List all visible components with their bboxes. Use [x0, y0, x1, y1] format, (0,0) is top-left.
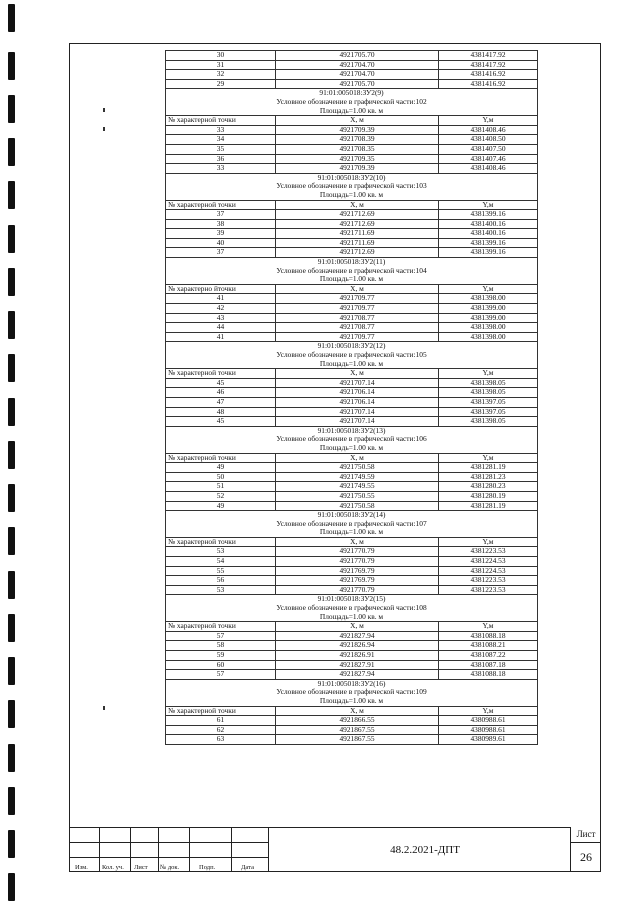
- point-number-cell: 30: [166, 51, 276, 61]
- table-row: [166, 417, 538, 427]
- point-number-cell: 57: [166, 670, 276, 680]
- point-number-cell: 49: [166, 501, 276, 511]
- x-coordinate-cell: 4921708.39: [276, 135, 439, 145]
- x-coordinate-cell: 4921712.69: [276, 248, 439, 258]
- table-row: [166, 125, 538, 135]
- y-coordinate-cell: 4381397.05: [439, 397, 538, 407]
- plot-area-row: [166, 107, 538, 116]
- header-point-number: № характерной точки: [166, 200, 276, 210]
- table-row: [166, 229, 538, 239]
- table-row: [166, 144, 538, 154]
- stamp-label-change: Изм.: [75, 864, 88, 871]
- x-coordinate-cell: 4921709.77: [276, 332, 439, 342]
- plot-cadastral-number: 91:01:005018:ЗУ2(13): [166, 426, 538, 435]
- plot-designation: Условное обозначение в графической части:102: [166, 98, 538, 107]
- plot-area-row: [166, 360, 538, 369]
- plot-area: Площадь=1.00 кв. м: [166, 697, 538, 706]
- x-coordinate-cell: 4921704.70: [276, 70, 439, 80]
- point-number-cell: 35: [166, 144, 276, 154]
- y-coordinate-cell: 4381400.16: [439, 219, 538, 229]
- y-coordinate-cell: 4381408.50: [439, 135, 538, 145]
- table-row: [166, 397, 538, 407]
- y-coordinate-cell: 4381398.00: [439, 294, 538, 304]
- x-coordinate-cell: 4921712.69: [276, 219, 439, 229]
- plot-cadastral-number: 91:01:005018:ЗУ2(15): [166, 595, 538, 604]
- x-coordinate-cell: 4921770.79: [276, 547, 439, 557]
- y-coordinate-cell: 4381223.53: [439, 547, 538, 557]
- table-row: [166, 482, 538, 492]
- stamp-label-signature: Подп.: [199, 864, 216, 871]
- y-coordinate-cell: 4381223.53: [439, 585, 538, 595]
- point-number-cell: 29: [166, 79, 276, 89]
- table-row: [166, 735, 538, 745]
- table-row: [166, 566, 538, 576]
- plot-designation: Условное обозначение в графической части:103: [166, 182, 538, 191]
- plot-area: Площадь=1.00 кв. м: [166, 191, 538, 200]
- header-y-coordinate: Y,м: [439, 116, 538, 126]
- x-coordinate-cell: 4921705.70: [276, 51, 439, 61]
- table-row: [166, 576, 538, 586]
- title-block: [69, 827, 601, 872]
- coordinates-section: [165, 50, 537, 745]
- point-number-cell: 59: [166, 651, 276, 661]
- point-number-cell: 52: [166, 491, 276, 501]
- coordinates-table-body: [166, 51, 538, 745]
- table-row: [166, 407, 538, 417]
- table-row: [166, 154, 538, 164]
- point-number-cell: 47: [166, 397, 276, 407]
- table-row: [166, 585, 538, 595]
- y-coordinate-cell: 4381224.53: [439, 557, 538, 567]
- table-header-row: [166, 537, 538, 547]
- y-coordinate-cell: 4380988.61: [439, 725, 538, 735]
- plot-area-row: [166, 528, 538, 537]
- point-number-cell: 37: [166, 210, 276, 220]
- point-number-cell: 53: [166, 547, 276, 557]
- plot-cadastral-number: 91:01:005018:ЗУ2(11): [166, 258, 538, 267]
- header-x-coordinate: Х, м: [276, 284, 439, 294]
- plot-designation-row: [166, 182, 538, 191]
- header-y-coordinate: Y,м: [439, 453, 538, 463]
- x-coordinate-cell: 4921711.69: [276, 229, 439, 239]
- point-number-cell: 55: [166, 566, 276, 576]
- point-number-cell: 37: [166, 248, 276, 258]
- y-coordinate-cell: 4381088.18: [439, 670, 538, 680]
- x-coordinate-cell: 4921750.58: [276, 501, 439, 511]
- plot-cadastral-row: [166, 258, 538, 267]
- point-number-cell: 57: [166, 631, 276, 641]
- plot-cadastral-number: 91:01:005018:ЗУ2(12): [166, 342, 538, 351]
- y-coordinate-cell: 4381416.92: [439, 79, 538, 89]
- point-number-cell: 38: [166, 219, 276, 229]
- table-row: [166, 651, 538, 661]
- point-number-cell: 33: [166, 164, 276, 174]
- y-coordinate-cell: 4381407.50: [439, 144, 538, 154]
- table-row: [166, 670, 538, 680]
- point-number-cell: 54: [166, 557, 276, 567]
- plot-area-row: [166, 191, 538, 200]
- point-number-cell: 40: [166, 238, 276, 248]
- y-coordinate-cell: 4381399.00: [439, 304, 538, 314]
- table-row: [166, 164, 538, 174]
- point-number-cell: 53: [166, 585, 276, 595]
- x-coordinate-cell: 4921769.79: [276, 566, 439, 576]
- plot-cadastral-number: 91:01:005018:ЗУ2(16): [166, 679, 538, 688]
- x-coordinate-cell: 4921707.14: [276, 417, 439, 427]
- x-coordinate-cell: 4921827.94: [276, 631, 439, 641]
- header-x-coordinate: Х, м: [276, 537, 439, 547]
- coordinates-table: [165, 50, 538, 745]
- plot-cadastral-row: [166, 426, 538, 435]
- header-y-coordinate: Y,м: [439, 369, 538, 379]
- plot-cadastral-number: 91:01:005018:ЗУ2(9): [166, 89, 538, 98]
- table-header-row: [166, 369, 538, 379]
- x-coordinate-cell: 4921709.39: [276, 125, 439, 135]
- x-coordinate-cell: 4921866.55: [276, 716, 439, 726]
- y-coordinate-cell: 4381399.00: [439, 313, 538, 323]
- x-coordinate-cell: 4921706.14: [276, 397, 439, 407]
- plot-designation-row: [166, 688, 538, 697]
- y-coordinate-cell: 4381408.46: [439, 125, 538, 135]
- y-coordinate-cell: 4381088.21: [439, 641, 538, 651]
- x-coordinate-cell: 4921770.79: [276, 585, 439, 595]
- table-row: [166, 716, 538, 726]
- plot-designation-row: [166, 604, 538, 613]
- table-row: [166, 725, 538, 735]
- y-coordinate-cell: 4381087.18: [439, 660, 538, 670]
- x-coordinate-cell: 4921706.14: [276, 388, 439, 398]
- plot-cadastral-row: [166, 595, 538, 604]
- point-number-cell: 45: [166, 417, 276, 427]
- x-coordinate-cell: 4921709.77: [276, 294, 439, 304]
- plot-area: Площадь=1.00 кв. м: [166, 528, 538, 537]
- table-header-row: [166, 706, 538, 716]
- binding-marks: [8, 0, 20, 905]
- table-header-row: [166, 200, 538, 210]
- table-row: [166, 491, 538, 501]
- x-coordinate-cell: 4921867.55: [276, 725, 439, 735]
- x-coordinate-cell: 4921750.58: [276, 463, 439, 473]
- plot-cadastral-number: 91:01:005018:ЗУ2(14): [166, 511, 538, 520]
- stamp-label-date: Дата: [241, 864, 254, 871]
- header-x-coordinate: Х, м: [276, 706, 439, 716]
- plot-area: Площадь=1.00 кв. м: [166, 275, 538, 284]
- y-coordinate-cell: 4381224.53: [439, 566, 538, 576]
- y-coordinate-cell: 4381398.05: [439, 417, 538, 427]
- table-header-row: [166, 622, 538, 632]
- point-number-cell: 33: [166, 125, 276, 135]
- y-coordinate-cell: 4381399.16: [439, 210, 538, 220]
- table-row: [166, 135, 538, 145]
- point-number-cell: 46: [166, 388, 276, 398]
- header-point-number: № характерной точки: [166, 369, 276, 379]
- header-point-number: № характерно йточки: [166, 284, 276, 294]
- x-coordinate-cell: 4921769.79: [276, 576, 439, 586]
- point-number-cell: 58: [166, 641, 276, 651]
- x-coordinate-cell: 4921712.69: [276, 210, 439, 220]
- plot-designation: Условное обозначение в графической части:104: [166, 267, 538, 276]
- table-row: [166, 378, 538, 388]
- x-coordinate-cell: 4921704.70: [276, 60, 439, 70]
- table-row: [166, 79, 538, 89]
- x-coordinate-cell: 4921708.35: [276, 144, 439, 154]
- y-coordinate-cell: 4381088.18: [439, 631, 538, 641]
- header-y-coordinate: Y,м: [439, 622, 538, 632]
- stamp-label-doc-no: № док.: [160, 864, 180, 871]
- y-coordinate-cell: 4381399.16: [439, 248, 538, 258]
- x-coordinate-cell: 4921711.69: [276, 238, 439, 248]
- x-coordinate-cell: 4921709.39: [276, 164, 439, 174]
- point-number-cell: 50: [166, 472, 276, 482]
- y-coordinate-cell: 4381398.00: [439, 323, 538, 333]
- table-header-row: [166, 453, 538, 463]
- table-row: [166, 248, 538, 258]
- y-coordinate-cell: 4381397.05: [439, 407, 538, 417]
- table-row: [166, 51, 538, 61]
- plot-designation-row: [166, 267, 538, 276]
- y-coordinate-cell: 4381398.05: [439, 378, 538, 388]
- y-coordinate-cell: 4381417.92: [439, 60, 538, 70]
- plot-cadastral-number: 91:01:005018:ЗУ2(10): [166, 173, 538, 182]
- plot-designation-row: [166, 435, 538, 444]
- table-row: [166, 501, 538, 511]
- table-row: [166, 238, 538, 248]
- y-coordinate-cell: 4381407.46: [439, 154, 538, 164]
- table-row: [166, 472, 538, 482]
- y-coordinate-cell: 4381400.16: [439, 229, 538, 239]
- point-number-cell: 42: [166, 304, 276, 314]
- plot-area-row: [166, 275, 538, 284]
- header-point-number: № характерной точки: [166, 116, 276, 126]
- header-x-coordinate: Х, м: [276, 622, 439, 632]
- x-coordinate-cell: 4921770.79: [276, 557, 439, 567]
- x-coordinate-cell: 4921749.59: [276, 472, 439, 482]
- header-point-number: № характерной точки: [166, 537, 276, 547]
- x-coordinate-cell: 4921707.14: [276, 378, 439, 388]
- table-row: [166, 313, 538, 323]
- stamp-label-sheet: Лист: [134, 864, 148, 871]
- table-row: [166, 294, 538, 304]
- header-x-coordinate: Х, м: [276, 200, 439, 210]
- table-row: [166, 631, 538, 641]
- x-coordinate-cell: 4921708.77: [276, 323, 439, 333]
- plot-area: Площадь=1.00 кв. м: [166, 107, 538, 116]
- y-coordinate-cell: 4381408.46: [439, 164, 538, 174]
- x-coordinate-cell: 4921826.91: [276, 651, 439, 661]
- x-coordinate-cell: 4921707.14: [276, 407, 439, 417]
- plot-designation: Условное обозначение в графической части:109: [166, 688, 538, 697]
- plot-designation: Условное обозначение в графической части:108: [166, 604, 538, 613]
- x-coordinate-cell: 4921867.55: [276, 735, 439, 745]
- y-coordinate-cell: 4381280.23: [439, 482, 538, 492]
- plot-area-row: [166, 444, 538, 453]
- table-header-row: [166, 116, 538, 126]
- x-coordinate-cell: 4921749.55: [276, 482, 439, 492]
- y-coordinate-cell: 4381087.22: [439, 651, 538, 661]
- header-y-coordinate: Y,м: [439, 284, 538, 294]
- point-number-cell: 51: [166, 482, 276, 492]
- table-row: [166, 388, 538, 398]
- plot-area: Площадь=1.00 кв. м: [166, 613, 538, 622]
- plot-area-row: [166, 613, 538, 622]
- y-coordinate-cell: 4381281.19: [439, 463, 538, 473]
- table-row: [166, 547, 538, 557]
- plot-designation-row: [166, 520, 538, 529]
- header-x-coordinate: Х, м: [276, 453, 439, 463]
- plot-cadastral-row: [166, 679, 538, 688]
- point-number-cell: 41: [166, 294, 276, 304]
- table-row: [166, 304, 538, 314]
- plot-area-row: [166, 697, 538, 706]
- table-row: [166, 70, 538, 80]
- point-number-cell: 32: [166, 70, 276, 80]
- plot-cadastral-row: [166, 342, 538, 351]
- header-y-coordinate: Y,м: [439, 200, 538, 210]
- point-number-cell: 44: [166, 323, 276, 333]
- table-row: [166, 219, 538, 229]
- x-coordinate-cell: 4921705.70: [276, 79, 439, 89]
- point-number-cell: 41: [166, 332, 276, 342]
- x-coordinate-cell: 4921708.77: [276, 313, 439, 323]
- point-number-cell: 39: [166, 229, 276, 239]
- table-row: [166, 332, 538, 342]
- plot-designation-row: [166, 98, 538, 107]
- table-row: [166, 210, 538, 220]
- table-row: [166, 60, 538, 70]
- y-coordinate-cell: 4381416.92: [439, 70, 538, 80]
- y-coordinate-cell: 4380988.61: [439, 716, 538, 726]
- plot-area: Площадь=1.00 кв. м: [166, 360, 538, 369]
- document-code: 48.2.2021-ДПТ: [390, 843, 460, 856]
- header-y-coordinate: Y,м: [439, 537, 538, 547]
- plot-designation: Условное обозначение в графической части:105: [166, 351, 538, 360]
- plot-cadastral-row: [166, 173, 538, 182]
- plot-designation: Условное обозначение в графической части:106: [166, 435, 538, 444]
- x-coordinate-cell: 4921826.94: [276, 641, 439, 651]
- plot-designation-row: [166, 351, 538, 360]
- x-coordinate-cell: 4921709.35: [276, 154, 439, 164]
- x-coordinate-cell: 4921709.77: [276, 304, 439, 314]
- y-coordinate-cell: 4381280.19: [439, 491, 538, 501]
- sheet-label: Лист: [571, 827, 601, 843]
- point-number-cell: 63: [166, 735, 276, 745]
- table-row: [166, 641, 538, 651]
- header-point-number: № характерной точки: [166, 453, 276, 463]
- header-point-number: № характерной точки: [166, 706, 276, 716]
- table-row: [166, 463, 538, 473]
- header-x-coordinate: Х, м: [276, 369, 439, 379]
- point-number-cell: 31: [166, 60, 276, 70]
- x-coordinate-cell: 4921750.55: [276, 491, 439, 501]
- point-number-cell: 61: [166, 716, 276, 726]
- y-coordinate-cell: 4381281.23: [439, 472, 538, 482]
- point-number-cell: 34: [166, 135, 276, 145]
- y-coordinate-cell: 4381398.00: [439, 332, 538, 342]
- y-coordinate-cell: 4381223.53: [439, 576, 538, 586]
- x-coordinate-cell: 4921827.94: [276, 670, 439, 680]
- point-number-cell: 49: [166, 463, 276, 473]
- point-number-cell: 60: [166, 660, 276, 670]
- table-row: [166, 660, 538, 670]
- y-coordinate-cell: 4381417.92: [439, 51, 538, 61]
- table-row: [166, 557, 538, 567]
- y-coordinate-cell: 4381398.05: [439, 388, 538, 398]
- table-header-row: [166, 284, 538, 294]
- point-number-cell: 43: [166, 313, 276, 323]
- point-number-cell: 48: [166, 407, 276, 417]
- x-coordinate-cell: 4921827.91: [276, 660, 439, 670]
- plot-cadastral-row: [166, 511, 538, 520]
- sheet-number: 26: [580, 850, 592, 864]
- y-coordinate-cell: 4381281.19: [439, 501, 538, 511]
- point-number-cell: 36: [166, 154, 276, 164]
- y-coordinate-cell: 4381399.16: [439, 238, 538, 248]
- point-number-cell: 45: [166, 378, 276, 388]
- table-row: [166, 323, 538, 333]
- header-y-coordinate: Y,м: [439, 706, 538, 716]
- header-x-coordinate: Х, м: [276, 116, 439, 126]
- plot-area: Площадь=1.00 кв. м: [166, 444, 538, 453]
- point-number-cell: 56: [166, 576, 276, 586]
- y-coordinate-cell: 4380989.61: [439, 735, 538, 745]
- stamp-label-count: Кол. уч.: [102, 864, 124, 871]
- plot-cadastral-row: [166, 89, 538, 98]
- point-number-cell: 62: [166, 725, 276, 735]
- header-point-number: № характерной точки: [166, 622, 276, 632]
- plot-designation: Условное обозначение в графической части:107: [166, 520, 538, 529]
